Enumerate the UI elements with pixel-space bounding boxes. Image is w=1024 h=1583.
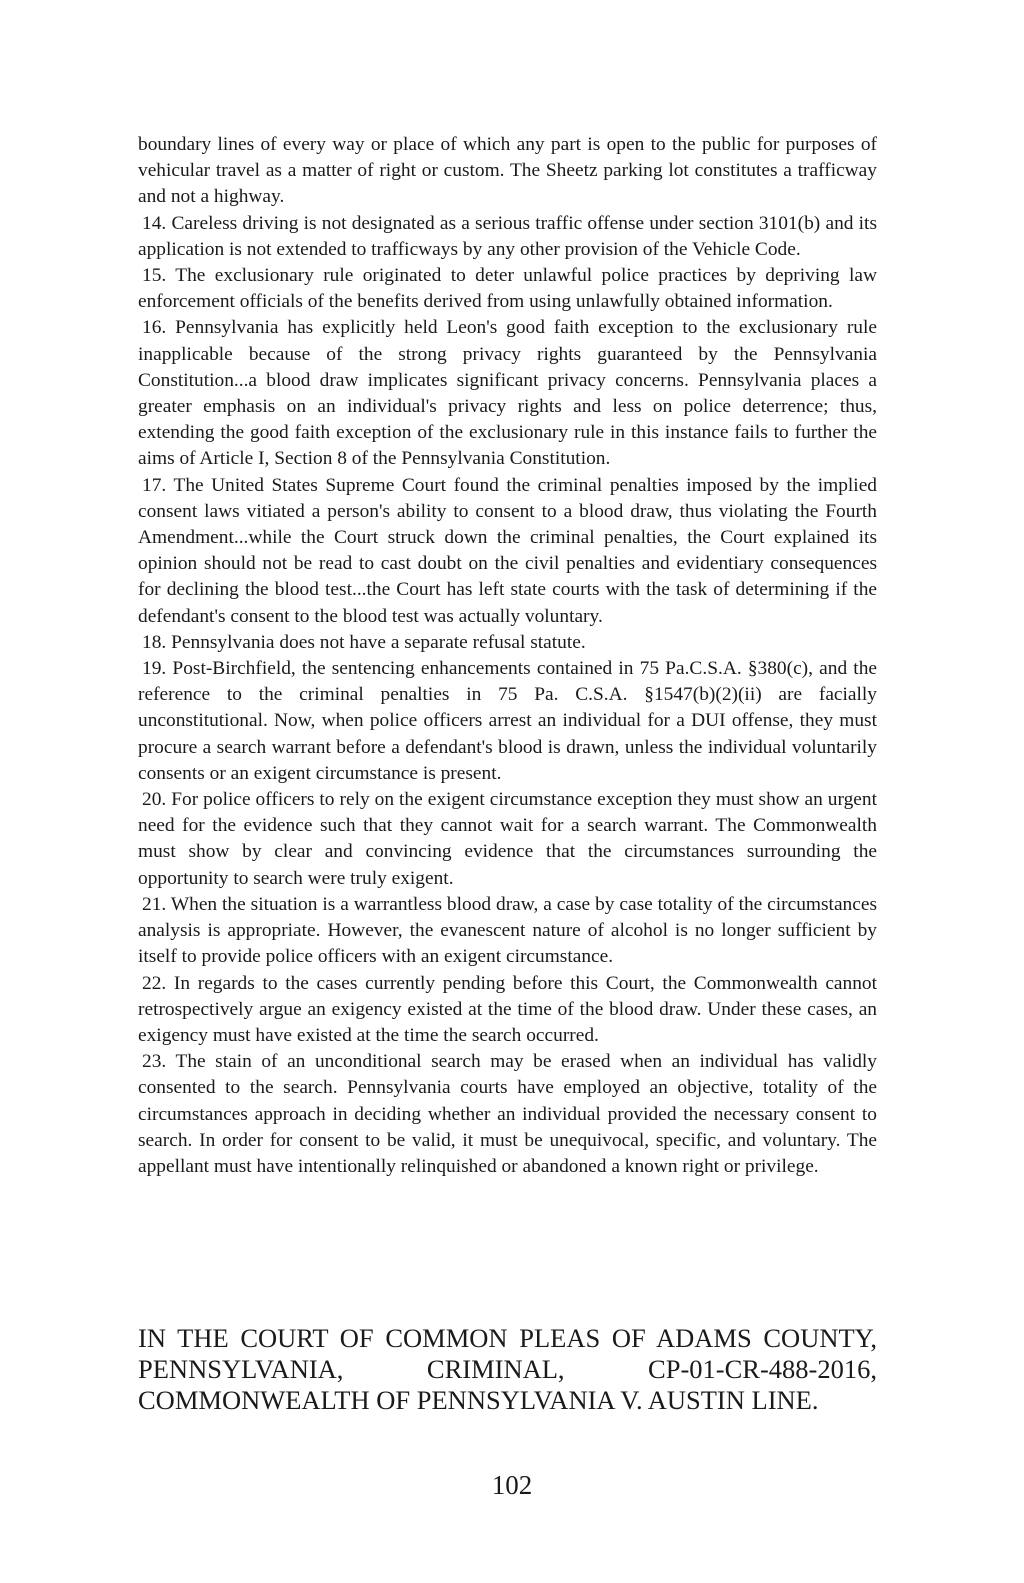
headnote-16: [138, 315, 877, 472]
headnote-text: In regards to the cases currently pending before this Court, the Commonwealth cannot retrospectively argue an exigency existed at the time of the blood draw. Under these cases, an exigency must have existed at the time the search occurred.: [138, 972, 877, 1046]
headnote-text: The exclusionary rule originated to deter unlawful police practices by depriving law enforcement officials of the benefits derived from using unlawfully obtained information.: [138, 265, 877, 313]
headnote-number: 21.: [142, 893, 167, 915]
headnote-20: [138, 787, 877, 892]
headnote-continuation: [138, 132, 877, 211]
headnote-18: [138, 630, 877, 656]
headnote-text: Pennsylvania does not have a separate refusal statute.: [171, 631, 586, 653]
headnote-22: [138, 971, 877, 1050]
headnote-number: 20.: [142, 789, 167, 811]
headnote-23: [138, 1049, 877, 1180]
headnote-21: [138, 892, 877, 971]
headnotes-body: [138, 132, 877, 1180]
headnote-number: 22.: [142, 972, 167, 994]
headnote-text: The stain of an unconditional search may be erased when an individual has validly consented to the search. Pennsylvania courts have employed an objective, totality of the circumstances approach in deciding whether an individual provided the necessary consent to search. In order for consent to be valid, it must be unequivocal, specific, and voluntary. The appellant must have intentionally relinquished or abandoned a known right or privilege.: [138, 1051, 878, 1177]
headnote-number: 19.: [142, 658, 167, 680]
headnote-14: [138, 211, 877, 263]
case-caption: IN THE COURT OF COMMON PLEAS OF ADAMS COUNTY, PENNSYLVANIA, CRIMINAL, CP-01-CR-488-2016, COMMONWEALTH OF PENNSYLVANIA V. AUSTIN LINE.: [138, 1323, 877, 1415]
headnote-number: 15.: [142, 265, 167, 287]
headnote-text: Pennsylvania has explicitly held Leon's good faith exception to the exclusionary rule inapplicable because of the strong privacy rights guaranteed by the Pennsylvania Constitution...a blood draw implicates significant privacy concerns. Pennsylvania places a greater emphasis on an individual's privacy rights and less on police deterrence; thus, extending the good faith exception of the exclusionary rule in this instance fails to further the aims of Article I, Section 8 of the Pennsylvania Constitution.: [138, 317, 877, 470]
headnote-number: 14.: [142, 212, 167, 234]
headnote-text: When the situation is a warrantless blood draw, a case by case totality of the circumstances analysis is appropriate. However, the evanescent nature of alcohol is no longer sufficient by itself to provide police officers with an exigent circumstance.: [138, 893, 878, 968]
headnote-text: For police officers to rely on the exigent circumstance exception they must show an urgent need for the evidence such that they cannot wait for a search warrant. The Commonwealth must show by clear and convincing evidence that the circumstances surrounding the opportunity to search were truly exigent.: [138, 789, 877, 889]
headnote-17: [138, 473, 877, 630]
headnote-number: 18.: [142, 631, 167, 653]
headnote-19: [138, 656, 877, 787]
headnote-text: Post-Birchfield, the sentencing enhancements contained in 75 Pa.C.S.A. §380(c), and the reference to the criminal penalties in 75 Pa. C.S.A. §1547(b)(2)(ii) are facially unconstitutional. Now, when police officers arrest an individual for a DUI offense, they must procure a search warrant before a defendant's blood is drawn, unless the individual voluntarily consents or an exigent circumstance is present.: [138, 658, 877, 784]
headnote-number: 23.: [142, 1051, 167, 1073]
page-number: 102: [491, 1470, 533, 1500]
headnote-text: boundary lines of every way or place of which any part is open to the public for purposes of vehicular travel as a matter of right or custom. The Sheetz parking lot constitutes a trafficway and not a highway.: [138, 134, 877, 208]
headnote-text: The United States Supreme Court found the criminal penalties imposed by the implied consent laws vitiated a person's ability to consent to a blood draw, thus violating the Fourth Amendment...while the Court struck down the criminal penalties, the Court explained its opinion should not be read to cast doubt on the civil penalties and evidentiary consequences for declining the blood test...the Court has left state courts with the task of determining if the defendant's consent to the blood test was actually voluntary.: [138, 474, 878, 627]
headnote-number: 16.: [142, 317, 167, 339]
headnote-15: [138, 263, 877, 315]
headnote-number: 17.: [142, 474, 167, 496]
headnote-text: Careless driving is not designated as a serious traffic offense under section 3101(b) and its application is not extended to trafficways by any other provision of the Vehicle Code.: [138, 212, 877, 260]
